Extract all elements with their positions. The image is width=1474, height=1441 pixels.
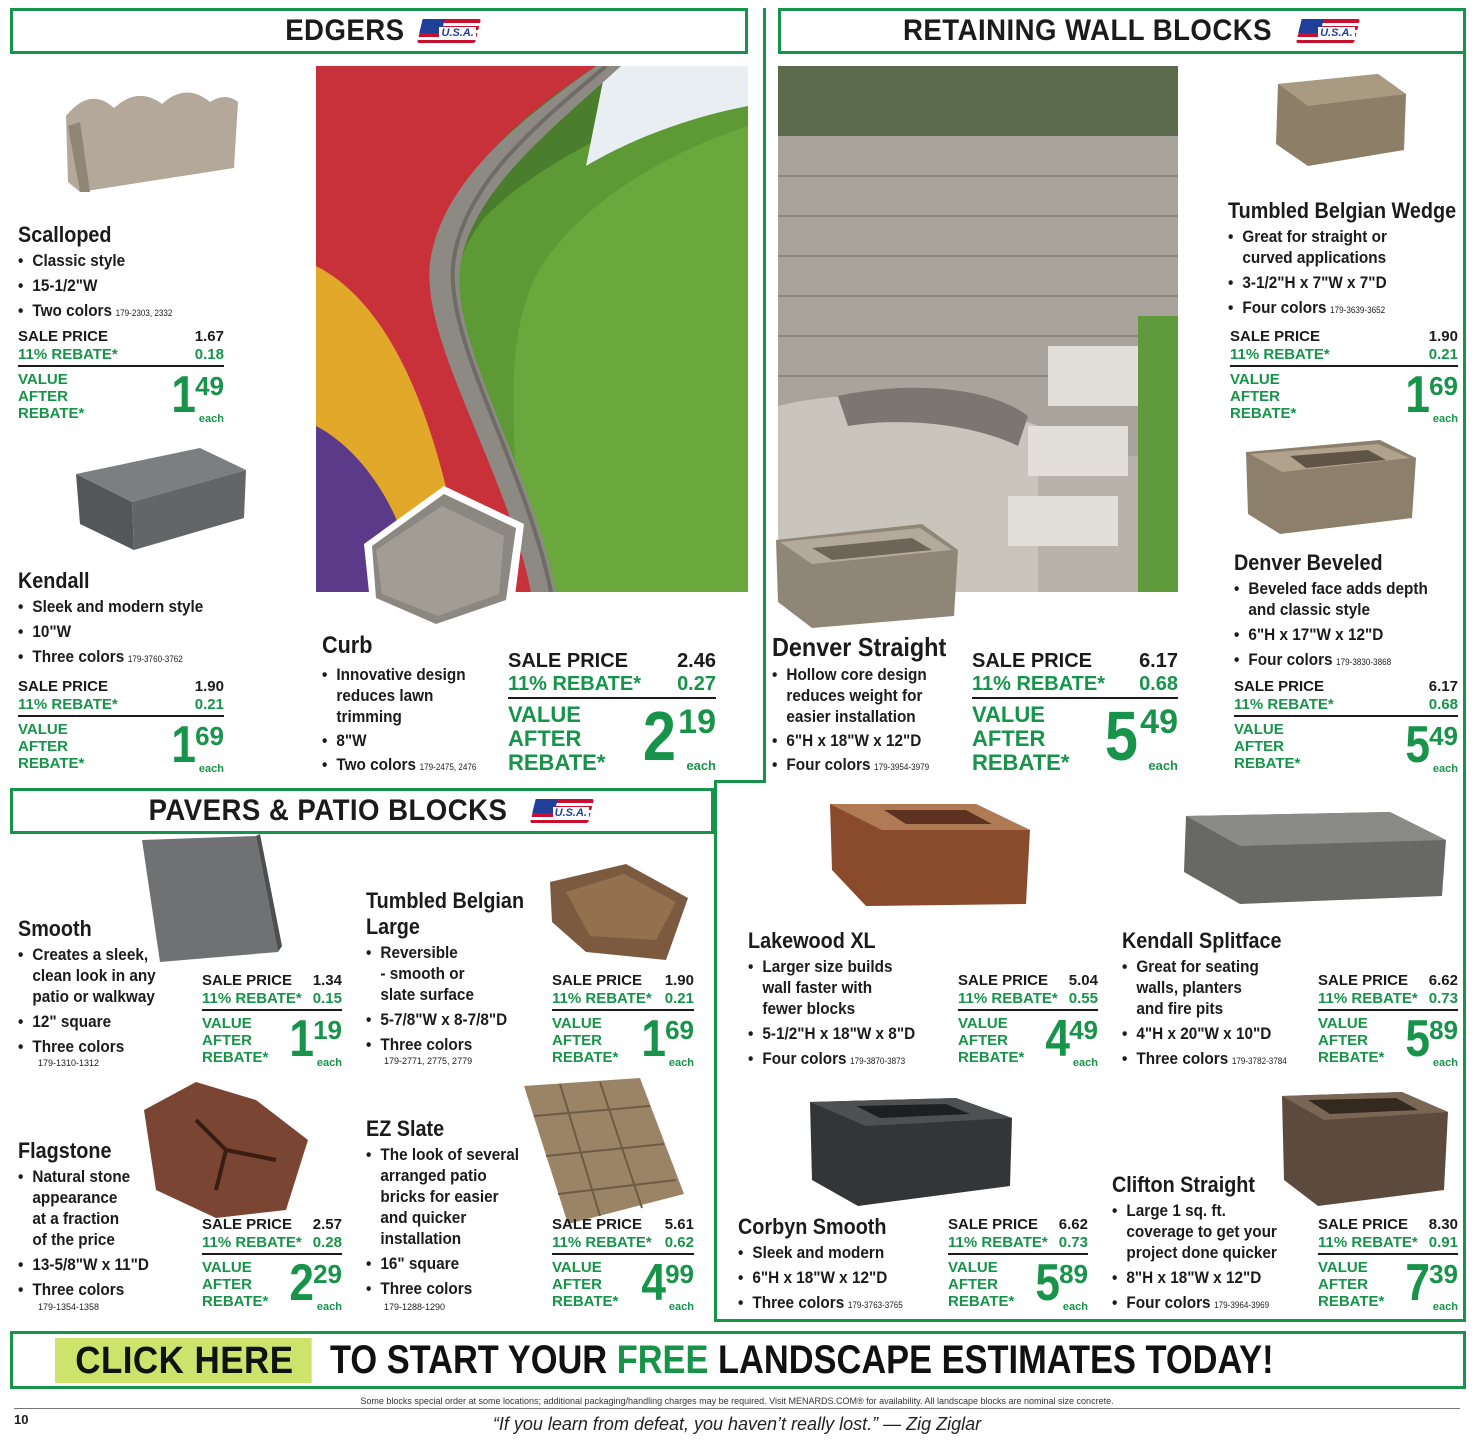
feature-item: • Natural stone appearance at a fraction of the price: [18, 1166, 149, 1250]
sku-number: 179-1354-1358: [38, 1302, 100, 1312]
final-price-dollars: 5: [1405, 1010, 1430, 1068]
price-block: [552, 972, 694, 1073]
final-price-cents: 89: [1059, 1259, 1088, 1289]
sku-number: 179-3639-3652: [1330, 305, 1386, 315]
sale-price-row: SALE PRICE 1.90: [1230, 328, 1458, 345]
made-in-usa-icon: U.S.A.: [1299, 19, 1357, 43]
feature-list: [738, 1242, 903, 1316]
value-after-rebate: VALUE AFTER REBATE* 4 49 each: [958, 1010, 1098, 1069]
price-block: [1230, 328, 1458, 429]
rebate-row: 11% REBATE* 0.68: [1234, 696, 1458, 717]
value-after-rebate: VALUE AFTER REBATE* 1 69 each: [1230, 366, 1458, 425]
final-price-dollars: 1: [289, 1010, 314, 1068]
sale-price-row: SALE PRICE 5.61: [552, 1216, 694, 1233]
pavers-header: [10, 788, 714, 834]
product-name: Flagstone: [18, 1138, 112, 1163]
feature-item: • Great for straight or curved applications: [1228, 226, 1387, 268]
feature-list: [1112, 1200, 1277, 1316]
feature-item: • 8"H x 18"W x 12"D: [1112, 1267, 1277, 1288]
feature-item: • Three colors: [18, 1279, 149, 1300]
feature-item: • The look of several arranged patio bricks for easier and quicker installation: [366, 1144, 519, 1249]
retaining-wall-photo: [778, 66, 1178, 592]
sku-number: 179-3763-3765: [847, 1300, 903, 1310]
sale-price-row: SALE PRICE 6.62: [1318, 972, 1458, 989]
final-price-dollars: 1: [171, 716, 196, 774]
rebate-row: 11% REBATE* 0.55: [958, 990, 1098, 1011]
product-name: Kendall: [18, 568, 90, 593]
clifton-straight-image: [1278, 1090, 1452, 1208]
sku-number: 179-3782-3784: [1231, 1056, 1287, 1066]
sku-number: 179-2303, 2332: [115, 308, 173, 318]
feature-item: • Four colors 179-3639-3652: [1228, 297, 1387, 321]
final-price-cents: 69: [665, 1015, 694, 1045]
value-after-rebate: VALUE AFTER REBATE* 5 89 each: [948, 1254, 1088, 1313]
feature-item: • Three colors: [366, 1278, 519, 1299]
feature-item: • 5-7/8"W x 8-7/8"D: [366, 1009, 507, 1030]
sale-price-row: SALE PRICE 1.90: [18, 678, 224, 695]
feature-list: [366, 1144, 519, 1299]
value-after-rebate: VALUE AFTER REBATE* 5 49 each: [1234, 716, 1458, 775]
feature-item: • 4"H x 20"W x 10"D: [1122, 1023, 1287, 1044]
final-price-dollars: 1: [641, 1010, 666, 1068]
product-name: Curb: [322, 632, 373, 659]
product-name: Kendall Splitface: [1122, 928, 1282, 953]
product-name: Scalloped: [18, 222, 112, 247]
feature-item: • 13-5/8"W x 11"D: [18, 1254, 149, 1275]
feature-list: [1228, 226, 1387, 321]
feature-list: [18, 1166, 149, 1300]
section-title: EDGERS: [285, 14, 405, 47]
sku-number: 179-3954-3979: [874, 762, 930, 772]
final-price-dollars: 2: [289, 1254, 314, 1312]
price-block: [972, 650, 1178, 777]
final-price-cents: 69: [1429, 371, 1458, 401]
feature-item: • Four colors 179-3870-3873: [748, 1048, 915, 1072]
value-after-rebate: VALUE AFTER REBATE* 1 49 each: [18, 366, 224, 425]
retaining-header: [778, 8, 1466, 54]
value-after-rebate: VALUE AFTER REBATE* 1 69 each: [552, 1010, 694, 1069]
lakewood-xl-image: [826, 800, 1034, 910]
feature-item: • 15-1/2"W: [18, 275, 172, 296]
feature-item: • 6"H x 18"W x 12"D: [772, 730, 929, 751]
feature-item: • Sleek and modern style: [18, 596, 203, 617]
feature-item: • Four colors 179-3964-3969: [1112, 1292, 1277, 1316]
landscape-estimate-banner[interactable]: [10, 1331, 1466, 1389]
feature-list: [322, 664, 476, 778]
flagstone-image: [136, 1080, 312, 1220]
feature-list: [1122, 956, 1287, 1072]
made-in-usa-icon: U.S.A.: [420, 19, 478, 43]
rebate-row: 11% REBATE* 0.15: [202, 990, 342, 1011]
price-block: [1318, 1216, 1458, 1317]
rebate-row: 11% REBATE* 0.21: [1230, 346, 1458, 367]
sku-number: 179-2475, 2476: [419, 762, 477, 772]
feature-item: • Two colors 179-2303, 2332: [18, 300, 172, 324]
final-price-dollars: 4: [641, 1254, 666, 1312]
feature-item: • Creates a sleek, clean look in any patio or walkway: [18, 944, 156, 1007]
page-number: 10: [14, 1412, 29, 1427]
product-name: Clifton Straight: [1112, 1172, 1255, 1197]
final-price-dollars: 7: [1405, 1254, 1430, 1312]
value-after-rebate: VALUE AFTER REBATE* 7 39 each: [1318, 1254, 1458, 1313]
right-frame-edge: [1463, 54, 1466, 1322]
sku-number: 179-3870-3873: [850, 1056, 906, 1066]
footer-divider: [14, 1408, 1460, 1409]
sku-number: 179-1288-1290: [384, 1302, 446, 1312]
rebate-row: 11% REBATE* 0.73: [948, 1234, 1088, 1255]
value-after-rebate: VALUE AFTER REBATE* 2 19 each: [508, 697, 716, 775]
feature-item: • Hollow core design reduces weight for easier installation: [772, 664, 929, 727]
feature-item: • Beveled face adds depth and classic style: [1234, 578, 1428, 620]
feature-list: [748, 956, 915, 1072]
final-price-cents: 29: [313, 1259, 342, 1289]
sku-number: 179-2771, 2775, 2779: [384, 1056, 473, 1066]
rebate-row: 11% REBATE* 0.21: [18, 696, 224, 717]
final-price-dollars: 1: [1405, 366, 1430, 424]
rebate-row: 11% REBATE* 0.73: [1318, 990, 1458, 1011]
product-name: Tumbled Belgian Wedge: [1228, 198, 1457, 223]
feature-item: • Three colors: [18, 1036, 156, 1057]
feature-item: • Larger size builds wall faster with fewer blocks: [748, 956, 915, 1019]
product-name: Denver Beveled: [1234, 550, 1383, 575]
final-price-cents: 49: [1140, 703, 1178, 741]
denver-beveled-image: [1240, 436, 1420, 536]
product-name: Denver Straight: [772, 632, 947, 662]
rebate-row: 11% REBATE* 0.62: [552, 1234, 694, 1255]
click-here-button[interactable]: CLICK HERE: [55, 1338, 312, 1383]
feature-item: • Classic style: [18, 250, 172, 271]
sale-price-row: SALE PRICE 1.67: [18, 328, 224, 345]
price-block: [202, 1216, 342, 1317]
final-price-cents: 99: [665, 1259, 694, 1289]
kendall-splitface-image: [1180, 810, 1448, 906]
sku-number: 179-1310-1312: [38, 1058, 100, 1068]
feature-item: • Two colors 179-2475, 2476: [322, 754, 476, 778]
feature-item: • 3-1/2"H x 7"W x 7"D: [1228, 272, 1387, 293]
sale-price-row: SALE PRICE 5.04: [958, 972, 1098, 989]
sale-price-row: SALE PRICE 6.62: [948, 1216, 1088, 1233]
product-name: Tumbled Belgian Large: [366, 888, 525, 939]
value-after-rebate: VALUE AFTER REBATE* 4 99 each: [552, 1254, 694, 1313]
tumbled-belgian-wedge-image: [1268, 70, 1410, 170]
rebate-row: 11% REBATE* 0.21: [552, 990, 694, 1011]
feature-item: • 8"W: [322, 730, 476, 751]
product-name: EZ Slate: [366, 1116, 445, 1141]
final-price-dollars: 2: [642, 697, 676, 775]
final-price-dollars: 4: [1045, 1010, 1070, 1068]
feature-item: • Sleek and modern: [738, 1242, 903, 1263]
rebate-row: 11% REBATE* 0.91: [1318, 1234, 1458, 1255]
final-price-dollars: 1: [171, 366, 196, 424]
final-price-cents: 69: [195, 721, 224, 751]
curb-block-image: [354, 484, 530, 634]
denver-straight-block-image: [772, 520, 962, 630]
rebate-row: 11% REBATE* 0.18: [18, 346, 224, 367]
sku-number: 179-3830-3868: [1336, 657, 1392, 667]
final-price-cents: 49: [1069, 1015, 1098, 1045]
sale-price-row: SALE PRICE 6.17: [1234, 678, 1458, 695]
feature-item: • Four colors 179-3830-3868: [1234, 649, 1428, 673]
edgers-header: [10, 8, 748, 54]
feature-item: • 6"H x 17"W x 12"D: [1234, 624, 1428, 645]
value-after-rebate: VALUE AFTER REBATE* 5 49 each: [972, 697, 1178, 775]
feature-item: • Three colors 179-3763-3765: [738, 1292, 903, 1316]
feature-item: • 5-1/2"H x 18"W x 8"D: [748, 1023, 915, 1044]
value-after-rebate: VALUE AFTER REBATE* 5 89 each: [1318, 1010, 1458, 1069]
sale-price-row: SALE PRICE 2.57: [202, 1216, 342, 1233]
final-price-dollars: 5: [1035, 1254, 1060, 1312]
feature-list: [18, 250, 172, 324]
section-title: PAVERS & PATIO BLOCKS: [148, 794, 508, 827]
final-price-cents: 39: [1429, 1259, 1458, 1289]
feature-item: • Great for seating walls, planters and fire pits: [1122, 956, 1287, 1019]
corbyn-smooth-image: [806, 1096, 1016, 1208]
feature-list: [18, 596, 203, 670]
feature-item: • Large 1 sq. ft. coverage to get your project done quicker: [1112, 1200, 1277, 1263]
feature-item: • 6"H x 18"W x 12"D: [738, 1267, 903, 1288]
price-block: [18, 328, 224, 429]
final-price-dollars: 5: [1405, 716, 1430, 774]
feature-item: • 12" square: [18, 1011, 156, 1032]
sku-number: 179-3964-3969: [1214, 1300, 1270, 1310]
product-name: Smooth: [18, 916, 92, 941]
value-after-rebate: VALUE AFTER REBATE* 2 29 each: [202, 1254, 342, 1313]
final-price-cents: 89: [1429, 1015, 1458, 1045]
feature-item: • 10"W: [18, 621, 203, 642]
product-name: Lakewood XL: [748, 928, 876, 953]
section-title: RETAINING WALL BLOCKS: [903, 14, 1273, 47]
price-block: [508, 650, 716, 777]
sale-price-row: SALE PRICE 8.30: [1318, 1216, 1458, 1233]
rebate-row: 11% REBATE* 0.28: [202, 1234, 342, 1255]
section-divider: [763, 8, 766, 783]
feature-item: • Three colors: [366, 1034, 507, 1055]
feature-item: • Reversible - smooth or slate surface: [366, 942, 507, 1005]
price-block: [958, 972, 1098, 1073]
scalloped-block-image: [60, 86, 240, 196]
sku-number: 179-3760-3762: [127, 654, 183, 664]
made-in-usa-icon: U.S.A.: [533, 799, 591, 823]
smooth-paver-image: [136, 834, 282, 964]
feature-item: • Three colors 179-3760-3762: [18, 646, 203, 670]
feature-list: [366, 942, 507, 1055]
quote: “If you learn from defeat, you haven’t really lost.” — Zig Ziglar: [492, 1414, 982, 1434]
final-price-cents: 19: [678, 703, 716, 741]
price-block: [18, 678, 224, 779]
banner-text: TO START YOUR FREE LANDSCAPE ESTIMATES TODAY!: [330, 1337, 1274, 1382]
retaining-frame-top: [714, 780, 766, 783]
value-after-rebate: VALUE AFTER REBATE* 1 19 each: [202, 1010, 342, 1069]
feature-item: • Three colors 179-3782-3784: [1122, 1048, 1287, 1072]
feature-item: • Four colors 179-3954-3979: [772, 754, 929, 778]
rebate-row: 11% REBATE* 0.68: [972, 673, 1178, 699]
price-block: [1234, 678, 1458, 779]
ez-slate-image: [520, 1076, 686, 1226]
sale-price-row: SALE PRICE 6.17: [972, 650, 1178, 672]
feature-item: • Innovative design reduces lawn trimming: [322, 664, 476, 727]
final-price-cents: 49: [1429, 721, 1458, 751]
disclaimer: Some blocks special order at some locations; additional packaging/handling charges may be required. Visit MENARDS.COM® for availability. All landscape blocks are nominal size concrete.: [360, 1396, 1114, 1406]
sale-price-row: SALE PRICE 1.34: [202, 972, 342, 989]
product-name: Corbyn Smooth: [738, 1214, 887, 1239]
final-price-cents: 49: [195, 371, 224, 401]
feature-item: • 16" square: [366, 1253, 519, 1274]
price-block: [948, 1216, 1088, 1317]
price-block: [202, 972, 342, 1073]
kendall-block-image: [70, 444, 250, 554]
feature-list: [18, 944, 156, 1057]
final-price-cents: 19: [313, 1015, 342, 1045]
price-block: [552, 1216, 694, 1317]
final-price-dollars: 5: [1104, 697, 1138, 775]
price-block: [1318, 972, 1458, 1073]
tumbled-belgian-large-image: [546, 862, 692, 962]
sale-price-row: SALE PRICE 2.46: [508, 650, 716, 672]
feature-list: [1234, 578, 1428, 673]
feature-list: [772, 664, 929, 778]
rebate-row: 11% REBATE* 0.27: [508, 673, 716, 699]
sale-price-row: SALE PRICE 1.90: [552, 972, 694, 989]
value-after-rebate: VALUE AFTER REBATE* 1 69 each: [18, 716, 224, 775]
